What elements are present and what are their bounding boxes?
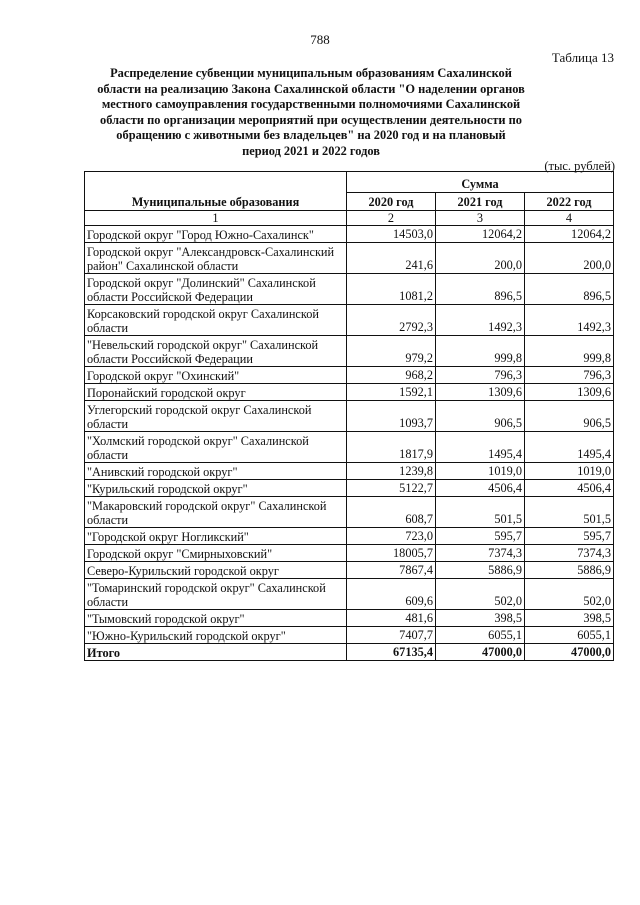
- amount-2020: 7867,4: [347, 562, 436, 579]
- amount-2021: 896,5: [436, 274, 525, 305]
- column-index: 3: [436, 211, 525, 226]
- table-row: [85, 480, 614, 497]
- municipality-name: "Южно-Курильский городской округ": [85, 627, 347, 644]
- amount-2020: 1081,2: [347, 274, 436, 305]
- amount-2021: 5886,9: [436, 562, 525, 579]
- municipality-name: "Тымовский городской округ": [85, 610, 347, 627]
- table-row: [85, 627, 614, 644]
- amount-2022: 7374,3: [525, 545, 614, 562]
- amount-2021: 999,8: [436, 336, 525, 367]
- amount-2021: 906,5: [436, 401, 525, 432]
- table-row: [85, 243, 614, 274]
- total-2022: 47000,0: [525, 644, 614, 661]
- municipality-name: Городской округ "Охинский": [85, 367, 347, 384]
- total-2021: 47000,0: [436, 644, 525, 661]
- table-row: [85, 497, 614, 528]
- amount-2020: 609,6: [347, 579, 436, 610]
- amount-2020: 1817,9: [347, 432, 436, 463]
- municipality-column-header: Муниципальные образования: [85, 172, 347, 211]
- table-row: [85, 463, 614, 480]
- amount-2021: 502,0: [436, 579, 525, 610]
- amount-2020: 1239,8: [347, 463, 436, 480]
- page-number: 788: [310, 32, 330, 47]
- amount-2020: 1093,7: [347, 401, 436, 432]
- amount-2020: 979,2: [347, 336, 436, 367]
- municipality-name: "Анивский городской округ": [85, 463, 347, 480]
- municipality-name: Городской округ "Александровск-Сахалинский район" Сахалинской области: [85, 243, 347, 274]
- amount-2020: 723,0: [347, 528, 436, 545]
- table-row: [85, 274, 614, 305]
- amount-2020: 7407,7: [347, 627, 436, 644]
- table-row: [85, 401, 614, 432]
- municipality-name: Городской округ "Город Южно-Сахалинск": [85, 226, 347, 243]
- amount-2021: 1019,0: [436, 463, 525, 480]
- amount-2022: 12064,2: [525, 226, 614, 243]
- table-row: [85, 579, 614, 610]
- municipality-name: "Курильский городской округ": [85, 480, 347, 497]
- year-2022-header: 2022 год: [525, 192, 614, 210]
- column-index: 4: [525, 211, 614, 226]
- table-label: Таблица 13: [551, 50, 614, 65]
- total-row: [85, 644, 614, 661]
- amount-2022: 501,5: [525, 497, 614, 528]
- amount-2022: 1309,6: [525, 384, 614, 401]
- table-row: [85, 562, 614, 579]
- table-row: [85, 432, 614, 463]
- units-label: (тыс. рублей): [544, 159, 615, 173]
- municipality-name: Углегорский городской округ Сахалинской области: [85, 401, 347, 432]
- amount-2021: 398,5: [436, 610, 525, 627]
- amount-2022: 5886,9: [525, 562, 614, 579]
- amount-2021: 796,3: [436, 367, 525, 384]
- document-title: Распределение субвенции муниципальным образованиям Сахалинской области на реализацию Закона Сахалинской области "О наделении органов местного самоуправления государственными полномочиями Сахалинской области по организации мероприятий при осуществлении деятельности по обращению с животными без владельцев" на 2020 год и на плановый период 2021 и 2022 годов: [97, 66, 525, 158]
- amount-2021: 4506,4: [436, 480, 525, 497]
- amount-2020: 241,6: [347, 243, 436, 274]
- amount-2022: 595,7: [525, 528, 614, 545]
- amount-2020: 968,2: [347, 367, 436, 384]
- total-2020: 67135,4: [347, 644, 436, 661]
- municipality-name: "Холмский городской округ" Сахалинской области: [85, 432, 347, 463]
- amount-2022: 4506,4: [525, 480, 614, 497]
- table-row: [85, 384, 614, 401]
- municipality-name: Корсаковский городской округ Сахалинской области: [85, 305, 347, 336]
- amount-2022: 796,3: [525, 367, 614, 384]
- municipality-name: "Городской округ Ногликский": [85, 528, 347, 545]
- municipality-name: Северо-Курильский городской округ: [85, 562, 347, 579]
- amount-2022: 1019,0: [525, 463, 614, 480]
- table-row: [85, 545, 614, 562]
- amount-2022: 200,0: [525, 243, 614, 274]
- amount-2021: 6055,1: [436, 627, 525, 644]
- table-row: [85, 336, 614, 367]
- table-row: [85, 528, 614, 545]
- amount-2020: 608,7: [347, 497, 436, 528]
- amount-2022: 398,5: [525, 610, 614, 627]
- municipality-name: "Макаровский городской округ" Сахалинской области: [85, 497, 347, 528]
- amount-2021: 1492,3: [436, 305, 525, 336]
- column-index: 2: [347, 211, 436, 226]
- amount-2022: 502,0: [525, 579, 614, 610]
- municipality-name: "Томаринский городской округ" Сахалинской области: [85, 579, 347, 610]
- amount-2020: 5122,7: [347, 480, 436, 497]
- amount-2022: 999,8: [525, 336, 614, 367]
- table-row: [85, 610, 614, 627]
- amount-2021: 12064,2: [436, 226, 525, 243]
- amount-2020: 2792,3: [347, 305, 436, 336]
- amount-2021: 1309,6: [436, 384, 525, 401]
- table-row: [85, 367, 614, 384]
- amount-2022: 896,5: [525, 274, 614, 305]
- amount-2020: 18005,7: [347, 545, 436, 562]
- column-index: 1: [85, 211, 347, 226]
- municipality-name: Городской округ "Смирныховский": [85, 545, 347, 562]
- amount-2022: 6055,1: [525, 627, 614, 644]
- table-row: [85, 305, 614, 336]
- municipality-name: Городской округ "Долинский" Сахалинской области Российской Федерации: [85, 274, 347, 305]
- amount-2021: 595,7: [436, 528, 525, 545]
- amount-2020: 1592,1: [347, 384, 436, 401]
- municipality-name: "Невельский городской округ" Сахалинской области Российской Федерации: [85, 336, 347, 367]
- amount-2021: 7374,3: [436, 545, 525, 562]
- column-index-row: [85, 211, 614, 226]
- sum-column-header: Сумма: [347, 172, 614, 193]
- subsidy-table: [84, 171, 614, 661]
- total-label: Итого: [85, 644, 347, 661]
- year-2021-header: 2021 год: [436, 192, 525, 210]
- amount-2022: 906,5: [525, 401, 614, 432]
- amount-2020: 481,6: [347, 610, 436, 627]
- table-row: [85, 226, 614, 243]
- year-2020-header: 2020 год: [347, 192, 436, 210]
- amount-2021: 501,5: [436, 497, 525, 528]
- municipality-name: Поронайский городской округ: [85, 384, 347, 401]
- amount-2020: 14503,0: [347, 226, 436, 243]
- amount-2021: 200,0: [436, 243, 525, 274]
- amount-2022: 1495,4: [525, 432, 614, 463]
- amount-2022: 1492,3: [525, 305, 614, 336]
- amount-2021: 1495,4: [436, 432, 525, 463]
